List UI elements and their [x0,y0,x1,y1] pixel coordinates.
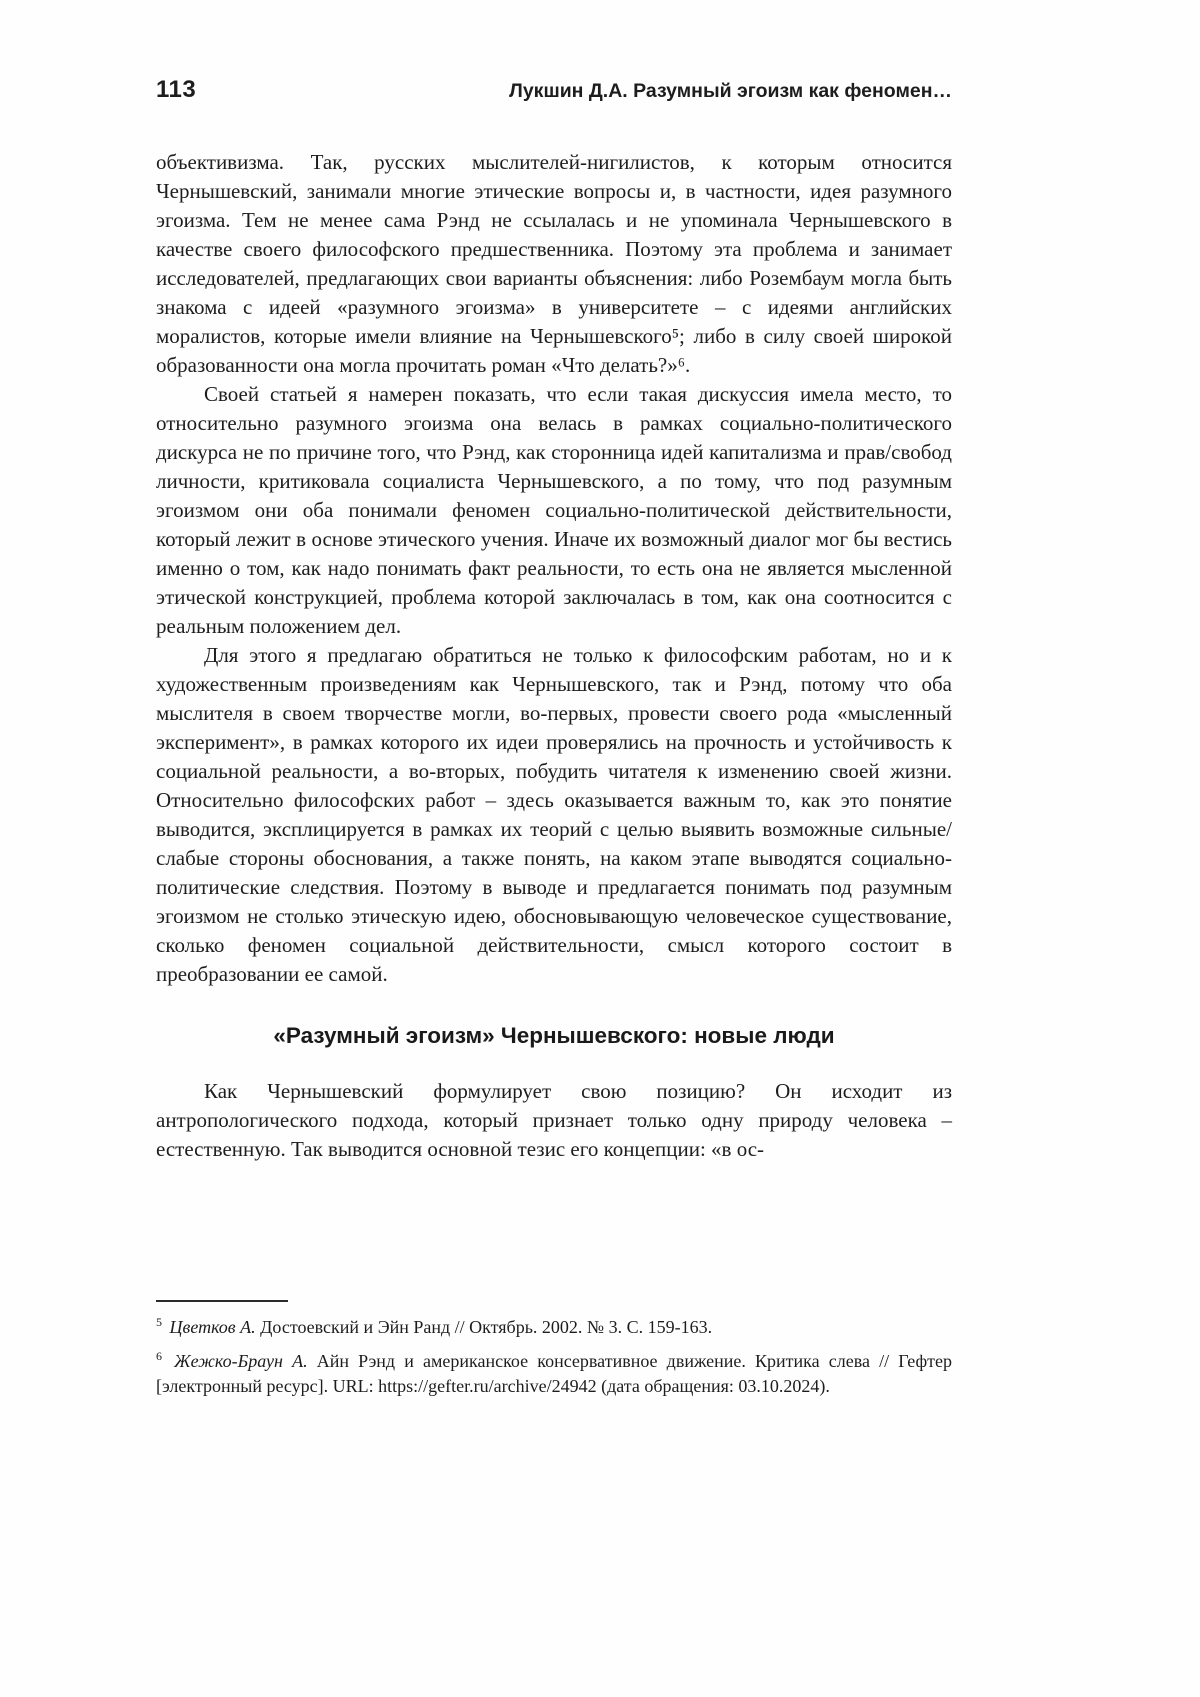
page-header [156,76,952,104]
footnote-marker: 5 [156,1315,162,1329]
paragraph: объективизма. Так, русских мыслителей-нигилистов, к которым относится Чернышевский, занимали многие этические вопросы и, в частности, идея разумного эгоизма. Тем не менее сама Рэнд не ссылалась и не упоминала Чернышевского в качестве своего философского предшественника. Поэтому эта проблема и занимает исследователей, предлагающих свои варианты объяснения: либо Розембаум могла быть знакома с идеей «разумного эгоизма» в университете – с идеями английских моралистов, которые имели влияние на Чернышевского⁵; либо в силу своей широкой образованности она могла прочитать роман «Что делать?»⁶. [156,150,952,377]
paragraph: Для этого я предлагаю обратиться не только к философским работам, но и к художественным произведениям как Чернышевского, так и Рэнд, потому что оба мыслителя в своем творчестве могли, во-первых, провести своего рода «мысленный эксперимент», в рамках которого их идеи проверялись на прочность и устойчивость к социальной реальности, а во-вторых, побудить читателя к изменению своей жизни. Относительно философских работ – здесь оказывается важным то, как это понятие выводится, эксплицируется в рамках их теорий с целью выявить возможные сильные/слабые стороны обоснования, а также понять, на каком этапе выводятся социально-политические следствия. Поэтому в выводе и предлагается понимать под разумным эгоизмом не столько этическую идею, обосновывающую человеческое существование, сколько феномен социальной действительности, смысл которого состоит в преобразовании ее самой. [156,643,952,986]
page-number: 113 [156,76,197,103]
paragraph: Своей статьей я намерен показать, что если такая дискуссия имела место, то относительно разумного эгоизма она велась в рамках социально-политического дискурса не по причине того, что Рэнд, как сторонница идей капитализма и прав/свобод личности, критиковала социалиста Чернышевского, а по тому, что под разумным эгоизмом они оба понимали феномен социально-политической действительности, который лежит в основе этического учения. Иначе их возможный диалог мог бы вестись именно о том, как надо понимать факт реальности, то есть она не является мысленной этической конструкцией, проблема которой заключалась в том, как она соотносится с реальным положением дел. [156,382,952,638]
footnote-text: Айн Рэнд и американское консервативное движение. Критика слева // Гефтер [электронный ресурс]. URL: https://gefter.ru/archive/24942 (дата обращения: 03.10.2024). [156,1351,953,1396]
footnote-marker: 6 [156,1349,162,1363]
footnote-author: Жежко-Браун А. [174,1351,308,1371]
section-heading: «Разумный эгоизм» Чернышевского: новые люди [273,1023,835,1048]
paragraph: Как Чернышевский формулирует свою позицию? Он исходит из антропологического подхода, который признает только одну природу человека – естественную. Так выводится основной тезис его концепции: «в ос- [156,1079,952,1161]
footnotes-section [156,1300,952,1408]
footnote-author: Цветков А. [169,1317,256,1337]
footnote-text: Достоевский и Эйн Ранд // Октябрь. 2002. № 3. С. 159-163. [260,1317,713,1337]
article-body [156,148,952,1164]
footnote [156,1315,952,1340]
footnote [156,1349,952,1399]
footnote-divider [156,1300,288,1302]
running-head: Лукшин Д.А. Разумный эгоизм как феномен… [509,80,952,102]
